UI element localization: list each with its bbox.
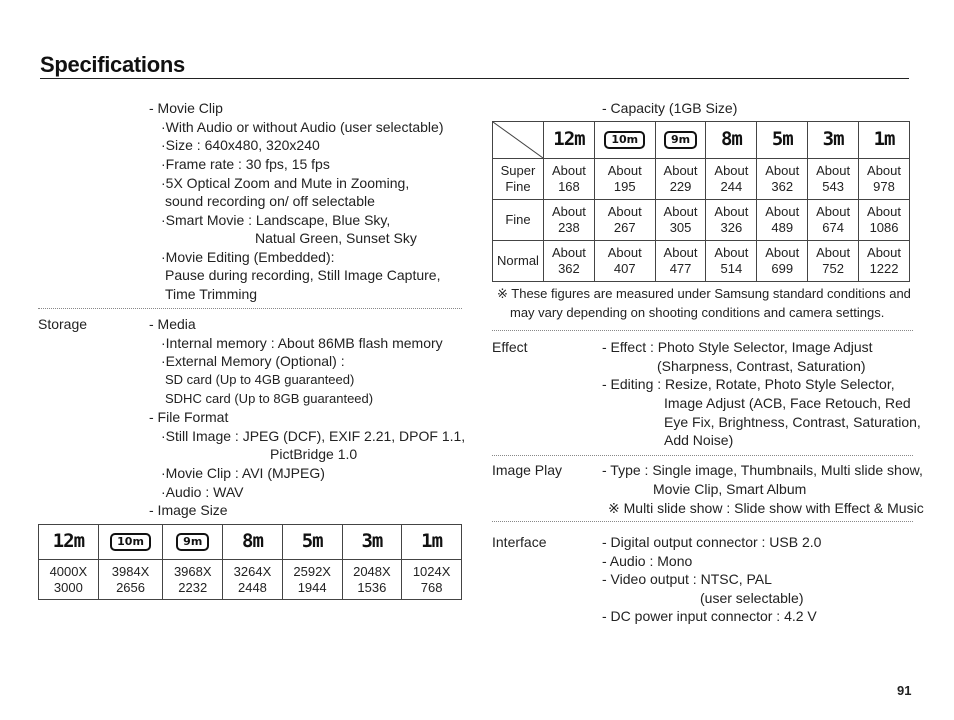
size-1m-icon: 1m: [873, 128, 895, 150]
section-divider: [492, 521, 913, 522]
size-8m-icon: 8m: [720, 128, 742, 150]
storage-label: Storage: [38, 316, 88, 332]
size-icon-cell: [282, 525, 342, 560]
table-cell: About 978: [859, 159, 910, 200]
size-icon-cell: [163, 525, 223, 560]
size-3m-icon: 3m: [822, 128, 844, 150]
size-5m-icon: 5m: [771, 128, 793, 150]
table-header-row: [493, 122, 910, 159]
table-cell: About 238: [544, 200, 595, 241]
diagonal-corner-cell: [493, 122, 544, 159]
movie-clip-line: Time Trimming: [165, 286, 258, 302]
size-9m-icon: 9m: [664, 131, 697, 149]
image-play-line: Movie Clip, Smart Album: [653, 481, 807, 497]
capacity-note: ※ These figures are measured under Samsung standard conditions and: [497, 286, 911, 301]
movie-clip-line: ·Movie Editing (Embedded):: [161, 249, 335, 265]
storage-line: - Media: [149, 316, 196, 332]
movie-clip-line: Pause during recording, Still Image Capture,: [165, 267, 441, 283]
title-underline: [40, 78, 909, 79]
size-8m-icon: 8m: [242, 530, 263, 552]
table-cell: About 1222: [859, 241, 910, 282]
size-icon-cell: [342, 525, 402, 560]
size-10m-icon: 10m: [110, 533, 151, 551]
table-cell: About 362: [757, 159, 808, 200]
storage-line: ·External Memory (Optional) :: [161, 353, 345, 369]
size-icon-cell: [655, 122, 706, 159]
storage-line: SDHC card (Up to 8GB guaranteed): [165, 391, 374, 406]
effect-line: Image Adjust (ACB, Face Retouch, Red: [664, 395, 911, 411]
table-cell: 1024X 768: [402, 560, 462, 600]
size-12m-icon: 12m: [52, 530, 85, 552]
table-cell: About 1086: [859, 200, 910, 241]
effect-line: - Editing : Resize, Rotate, Photo Style Selector,: [602, 376, 895, 392]
size-5m-icon: 5m: [301, 530, 323, 552]
size-icon-cell: [402, 525, 462, 560]
table-cell: About 362: [544, 241, 595, 282]
interface-line: - DC power input connector : 4.2 V: [602, 608, 817, 624]
row-label: Normal: [493, 241, 544, 282]
table-cell: About 326: [706, 200, 757, 241]
size-icon-cell: [39, 525, 99, 560]
table-cell: About 305: [655, 200, 706, 241]
size-icon-cell: [757, 122, 808, 159]
table-row: [493, 241, 910, 282]
table-cell: About 514: [706, 241, 757, 282]
image-play-label: Image Play: [492, 462, 563, 478]
capacity-table: [492, 121, 910, 282]
storage-line: - Image Size: [149, 502, 228, 518]
interface-line: - Audio : Mono: [602, 553, 693, 569]
table-cell: 3984X 2656: [98, 560, 163, 600]
table-cell: 2048X 1536: [342, 560, 402, 600]
storage-line: ·Audio : WAV: [161, 484, 244, 500]
table-row: [493, 200, 910, 241]
section-divider: [492, 455, 913, 456]
table-cell: About 674: [808, 200, 859, 241]
effect-line: Add Noise): [664, 432, 734, 448]
size-icon-cell: [98, 525, 163, 560]
movie-clip-line: ·Frame rate : 30 fps, 15 fps: [161, 156, 330, 172]
capacity-note: may vary depending on shooting conditions and camera settings.: [510, 305, 885, 320]
storage-line: ·Still Image : JPEG (DCF), EXIF 2.21, DPOF 1.1,: [161, 428, 466, 444]
table-cell: About 543: [808, 159, 859, 200]
section-divider: [38, 308, 462, 309]
row-label: Super Fine: [493, 159, 544, 200]
table-row: [39, 560, 462, 600]
table-cell: 3968X 2232: [163, 560, 223, 600]
size-icon-cell: [808, 122, 859, 159]
movie-clip-heading: - Movie Clip: [149, 100, 223, 116]
table-cell: About 244: [706, 159, 757, 200]
table-cell: 4000X 3000: [39, 560, 99, 600]
storage-line: ·Movie Clip : AVI (MJPEG): [161, 465, 325, 481]
size-icon-cell: [223, 525, 283, 560]
size-9m-icon: 9m: [176, 533, 209, 551]
size-1m-icon: 1m: [421, 530, 443, 552]
size-icon-cell: [859, 122, 910, 159]
movie-clip-line: sound recording on/ off selectable: [165, 193, 375, 209]
movie-clip-line: ·Size : 640x480, 320x240: [161, 137, 320, 153]
table-cell: About 195: [594, 159, 655, 200]
size-12m-icon: 12m: [553, 128, 585, 150]
image-play-line: ※ Multi slide show : Slide show with Effect & Music: [608, 500, 924, 516]
table-cell: About 229: [655, 159, 706, 200]
effect-line: - Effect : Photo Style Selector, Image Adjust: [602, 339, 873, 355]
table-cell: About 407: [594, 241, 655, 282]
storage-line: ·Internal memory : About 86MB flash memory: [161, 335, 443, 351]
movie-clip-line: Natual Green, Sunset Sky: [255, 230, 417, 246]
page-title: Specifications: [40, 52, 185, 77]
interface-line: (user selectable): [700, 590, 804, 606]
table-cell: About 168: [544, 159, 595, 200]
table-cell: About 752: [808, 241, 859, 282]
effect-line: Eye Fix, Brightness, Contrast, Saturation,: [664, 414, 921, 430]
section-divider: [492, 330, 913, 331]
table-cell: About 489: [757, 200, 808, 241]
image-play-line: - Type : Single image, Thumbnails, Multi slide show,: [602, 462, 923, 478]
storage-line: PictBridge 1.0: [270, 446, 358, 462]
interface-line: - Video output : NTSC, PAL: [602, 571, 772, 587]
capacity-heading: - Capacity (1GB Size): [602, 100, 738, 116]
size-3m-icon: 3m: [361, 530, 383, 552]
effect-label: Effect: [492, 339, 528, 355]
interface-line: - Digital output connector : USB 2.0: [602, 534, 822, 550]
table-cell: About 699: [757, 241, 808, 282]
interface-label: Interface: [492, 534, 547, 550]
diagonal-line-icon: [493, 122, 543, 158]
movie-clip-line: ·5X Optical Zoom and Mute in Zooming,: [161, 175, 410, 191]
size-icon-cell: [706, 122, 757, 159]
table-cell: About 267: [594, 200, 655, 241]
table-header-row: [39, 525, 462, 560]
size-icon-cell: [544, 122, 595, 159]
page-number: 91: [897, 683, 912, 698]
table-row: [493, 159, 910, 200]
row-label: Fine: [493, 200, 544, 241]
size-icon-cell: [594, 122, 655, 159]
effect-line: (Sharpness, Contrast, Saturation): [657, 358, 866, 374]
table-cell: About 477: [655, 241, 706, 282]
storage-line: SD card (Up to 4GB guaranteed): [165, 372, 355, 387]
movie-clip-line: ·With Audio or without Audio (user selectable): [161, 119, 444, 135]
movie-clip-line: ·Smart Movie : Landscape, Blue Sky,: [161, 212, 391, 228]
size-10m-icon: 10m: [604, 131, 645, 149]
table-cell: 2592X 1944: [282, 560, 342, 600]
table-cell: 3264X 2448: [223, 560, 283, 600]
image-size-table: [38, 524, 462, 600]
storage-line: - File Format: [149, 409, 229, 425]
